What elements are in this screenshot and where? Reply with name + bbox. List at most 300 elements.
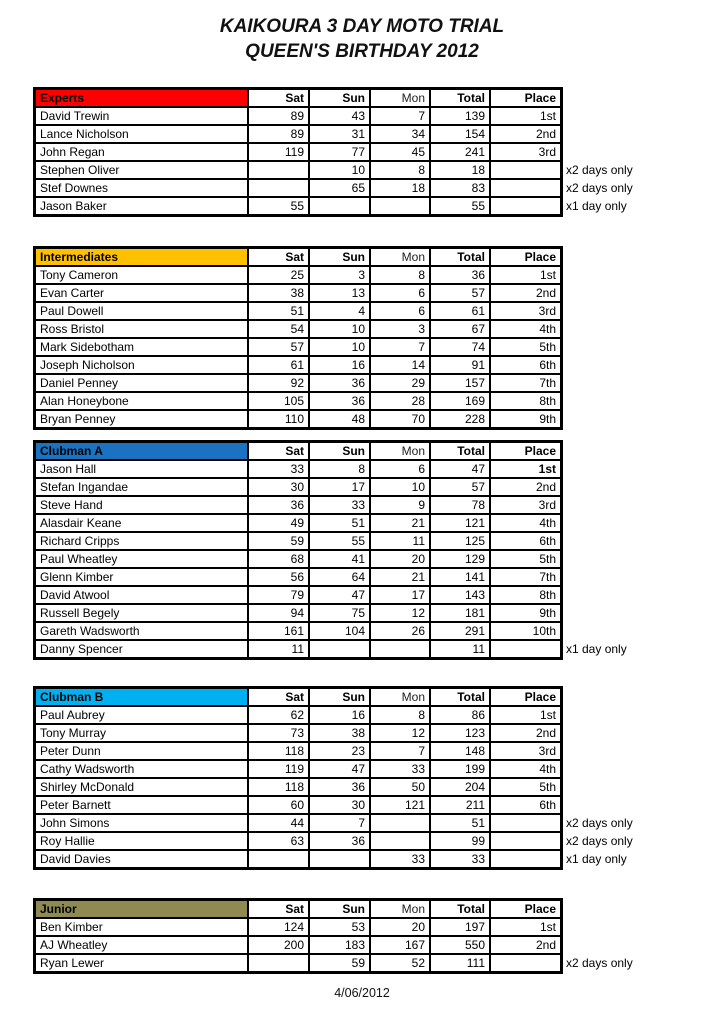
score-cell-mon: 26 bbox=[370, 622, 430, 640]
score-cell-total: 33 bbox=[430, 850, 490, 868]
column-header-sun: Sun bbox=[309, 248, 370, 266]
column-header-sat: Sat bbox=[248, 900, 309, 918]
score-cell-sun: 43 bbox=[309, 107, 370, 125]
column-header-sun: Sun bbox=[309, 900, 370, 918]
row-note bbox=[566, 410, 696, 428]
row-note: x1 day only bbox=[566, 199, 627, 213]
row-note bbox=[566, 622, 696, 640]
score-cell-mon: 52 bbox=[370, 954, 430, 972]
name-cell: David Trewin bbox=[35, 107, 248, 125]
score-cell-sat: 38 bbox=[248, 284, 309, 302]
score-cell-sun: 77 bbox=[309, 143, 370, 161]
place-cell: 1st bbox=[490, 460, 561, 478]
score-cell-mon: 29 bbox=[370, 374, 430, 392]
score-cell-total: 291 bbox=[430, 622, 490, 640]
column-header-sat: Sat bbox=[248, 688, 309, 706]
row-note bbox=[566, 374, 696, 392]
score-cell-mon: 121 bbox=[370, 796, 430, 814]
name-cell: Danny Spencer bbox=[35, 640, 248, 658]
score-cell-sun: 36 bbox=[309, 374, 370, 392]
score-cell-sat bbox=[248, 850, 309, 868]
name-cell: Richard Cripps bbox=[35, 532, 248, 550]
notes-column-clubman-a bbox=[566, 440, 696, 658]
score-cell-sat: 89 bbox=[248, 107, 309, 125]
row-note bbox=[566, 604, 696, 622]
score-cell-sat: 11 bbox=[248, 640, 309, 658]
score-cell-total: 204 bbox=[430, 778, 490, 796]
name-cell: Cathy Wadsworth bbox=[35, 760, 248, 778]
row-note: x2 days only bbox=[566, 834, 633, 848]
place-cell: 4th bbox=[490, 514, 561, 532]
place-cell: 1st bbox=[490, 706, 561, 724]
name-cell: Ryan Lewer bbox=[35, 954, 248, 972]
score-cell-total: 141 bbox=[430, 568, 490, 586]
score-cell-sun: 36 bbox=[309, 392, 370, 410]
results-table-clubman-a bbox=[33, 440, 724, 660]
score-cell-sun: 3 bbox=[309, 266, 370, 284]
place-cell: 1st bbox=[490, 918, 561, 936]
row-note: x2 days only bbox=[566, 163, 633, 177]
score-cell-mon: 34 bbox=[370, 125, 430, 143]
score-cell-sat: 79 bbox=[248, 586, 309, 604]
place-cell bbox=[490, 814, 561, 832]
score-cell-sat: 59 bbox=[248, 532, 309, 550]
score-cell-sat: 119 bbox=[248, 143, 309, 161]
category-cell-experts: Experts bbox=[35, 89, 248, 107]
score-cell-sat: 55 bbox=[248, 197, 309, 215]
column-header-sun: Sun bbox=[309, 89, 370, 107]
note-spacer bbox=[566, 900, 696, 918]
name-cell: Lance Nicholson bbox=[35, 125, 248, 143]
column-header-place: Place bbox=[490, 900, 561, 918]
name-cell: Paul Wheatley bbox=[35, 550, 248, 568]
note-spacer bbox=[566, 688, 696, 706]
place-cell: 6th bbox=[490, 356, 561, 374]
score-cell-mon: 8 bbox=[370, 706, 430, 724]
category-cell-clubman-b: Clubman B bbox=[35, 688, 248, 706]
place-cell bbox=[490, 832, 561, 850]
place-cell: 6th bbox=[490, 532, 561, 550]
score-grid-clubman-b bbox=[33, 686, 563, 870]
score-cell-mon: 50 bbox=[370, 778, 430, 796]
row-note: x1 day only bbox=[566, 642, 627, 656]
row-note bbox=[566, 514, 696, 532]
place-cell: 8th bbox=[490, 392, 561, 410]
column-header-place: Place bbox=[490, 442, 561, 460]
name-cell: Ross Bristol bbox=[35, 320, 248, 338]
score-cell-sat: 60 bbox=[248, 796, 309, 814]
name-cell: David Davies bbox=[35, 850, 248, 868]
score-cell-total: 157 bbox=[430, 374, 490, 392]
score-cell-sat: 124 bbox=[248, 918, 309, 936]
score-cell-total: 36 bbox=[430, 266, 490, 284]
row-note bbox=[566, 568, 696, 586]
score-cell-sun: 10 bbox=[309, 161, 370, 179]
column-header-sat: Sat bbox=[248, 89, 309, 107]
name-cell: Jason Hall bbox=[35, 460, 248, 478]
score-cell-sat: 94 bbox=[248, 604, 309, 622]
score-cell-total: 228 bbox=[430, 410, 490, 428]
row-note bbox=[566, 796, 696, 814]
score-cell-total: 57 bbox=[430, 478, 490, 496]
place-cell bbox=[490, 640, 561, 658]
score-cell-sun: 36 bbox=[309, 832, 370, 850]
row-note bbox=[566, 143, 696, 161]
score-cell-mon: 10 bbox=[370, 478, 430, 496]
score-cell-sat: 56 bbox=[248, 568, 309, 586]
score-cell-mon: 12 bbox=[370, 724, 430, 742]
score-cell-mon: 18 bbox=[370, 179, 430, 197]
name-cell: Tony Cameron bbox=[35, 266, 248, 284]
score-cell-sun: 47 bbox=[309, 760, 370, 778]
column-header-place: Place bbox=[490, 89, 561, 107]
score-cell-total: 148 bbox=[430, 742, 490, 760]
note-spacer bbox=[566, 442, 696, 460]
name-cell: Evan Carter bbox=[35, 284, 248, 302]
score-cell-total: 67 bbox=[430, 320, 490, 338]
score-cell-sun: 38 bbox=[309, 724, 370, 742]
score-cell-sat: 105 bbox=[248, 392, 309, 410]
name-cell: Stefan Ingandae bbox=[35, 478, 248, 496]
place-cell: 8th bbox=[490, 586, 561, 604]
note-spacer bbox=[566, 89, 696, 107]
place-cell bbox=[490, 179, 561, 197]
place-cell: 4th bbox=[490, 760, 561, 778]
page-title-line1: KAIKOURA 3 DAY MOTO TRIAL bbox=[219, 16, 505, 37]
score-cell-total: 181 bbox=[430, 604, 490, 622]
score-cell-total: 74 bbox=[430, 338, 490, 356]
results-table-clubman-b bbox=[33, 686, 724, 870]
score-cell-sat: 51 bbox=[248, 302, 309, 320]
place-cell: 3rd bbox=[490, 143, 561, 161]
score-cell-mon bbox=[370, 814, 430, 832]
row-note bbox=[566, 936, 696, 954]
score-cell-total: 86 bbox=[430, 706, 490, 724]
name-cell: Jason Baker bbox=[35, 197, 248, 215]
score-cell-mon: 6 bbox=[370, 302, 430, 320]
name-cell: Ben Kimber bbox=[35, 918, 248, 936]
row-note bbox=[566, 266, 696, 284]
score-cell-sat: 63 bbox=[248, 832, 309, 850]
name-cell: Bryan Penney bbox=[35, 410, 248, 428]
score-cell-mon: 9 bbox=[370, 496, 430, 514]
score-cell-sun: 16 bbox=[309, 356, 370, 374]
score-cell-total: 550 bbox=[430, 936, 490, 954]
place-cell: 10th bbox=[490, 622, 561, 640]
score-cell-sun: 4 bbox=[309, 302, 370, 320]
score-cell-sun: 36 bbox=[309, 778, 370, 796]
results-table-junior bbox=[33, 898, 724, 974]
place-cell: 9th bbox=[490, 604, 561, 622]
score-cell-sun: 33 bbox=[309, 496, 370, 514]
score-grid-junior bbox=[33, 898, 563, 974]
name-cell: Glenn Kimber bbox=[35, 568, 248, 586]
score-cell-mon: 3 bbox=[370, 320, 430, 338]
score-cell-mon: 6 bbox=[370, 460, 430, 478]
score-cell-sun: 48 bbox=[309, 410, 370, 428]
place-cell: 2nd bbox=[490, 125, 561, 143]
score-cell-total: 123 bbox=[430, 724, 490, 742]
column-header-sun: Sun bbox=[309, 688, 370, 706]
place-cell: 3rd bbox=[490, 742, 561, 760]
score-cell-sun: 53 bbox=[309, 918, 370, 936]
column-header-place: Place bbox=[490, 248, 561, 266]
score-cell-sat: 49 bbox=[248, 514, 309, 532]
row-note bbox=[566, 320, 696, 338]
score-grid-experts bbox=[33, 87, 563, 217]
score-cell-sun: 41 bbox=[309, 550, 370, 568]
place-cell: 2nd bbox=[490, 284, 561, 302]
place-cell bbox=[490, 197, 561, 215]
score-cell-sun: 30 bbox=[309, 796, 370, 814]
score-cell-mon: 28 bbox=[370, 392, 430, 410]
score-cell-mon: 8 bbox=[370, 161, 430, 179]
column-header-total: Total bbox=[430, 688, 490, 706]
name-cell: Daniel Penney bbox=[35, 374, 248, 392]
score-cell-mon: 14 bbox=[370, 356, 430, 374]
name-cell: John Simons bbox=[35, 814, 248, 832]
score-cell-total: 83 bbox=[430, 179, 490, 197]
score-cell-total: 197 bbox=[430, 918, 490, 936]
row-note bbox=[566, 778, 696, 796]
place-cell: 1st bbox=[490, 107, 561, 125]
name-cell: Stef Downes bbox=[35, 179, 248, 197]
row-note: x2 days only bbox=[566, 816, 633, 830]
name-cell: David Atwool bbox=[35, 586, 248, 604]
score-cell-sun: 65 bbox=[309, 179, 370, 197]
score-grid-intermediates bbox=[33, 246, 563, 430]
place-cell: 1st bbox=[490, 266, 561, 284]
place-cell: 6th bbox=[490, 796, 561, 814]
row-note bbox=[566, 107, 696, 125]
column-header-place: Place bbox=[490, 688, 561, 706]
score-cell-mon: 21 bbox=[370, 568, 430, 586]
score-cell-mon: 20 bbox=[370, 550, 430, 568]
score-cell-total: 199 bbox=[430, 760, 490, 778]
score-cell-mon: 21 bbox=[370, 514, 430, 532]
score-cell-mon: 11 bbox=[370, 532, 430, 550]
score-cell-total: 241 bbox=[430, 143, 490, 161]
row-note bbox=[566, 760, 696, 778]
place-cell: 3rd bbox=[490, 496, 561, 514]
score-cell-mon bbox=[370, 832, 430, 850]
place-cell: 9th bbox=[490, 410, 561, 428]
score-cell-total: 55 bbox=[430, 197, 490, 215]
name-cell: Joseph Nicholson bbox=[35, 356, 248, 374]
place-cell: 3rd bbox=[490, 302, 561, 320]
column-header-total: Total bbox=[430, 442, 490, 460]
score-cell-sun: 47 bbox=[309, 586, 370, 604]
score-cell-mon: 7 bbox=[370, 107, 430, 125]
score-cell-sat: 62 bbox=[248, 706, 309, 724]
column-header-total: Total bbox=[430, 248, 490, 266]
score-cell-sat: 36 bbox=[248, 496, 309, 514]
score-cell-total: 143 bbox=[430, 586, 490, 604]
score-cell-sun bbox=[309, 640, 370, 658]
score-cell-sat: 119 bbox=[248, 760, 309, 778]
score-cell-sat: 92 bbox=[248, 374, 309, 392]
results-table-intermediates bbox=[33, 246, 724, 430]
row-note bbox=[566, 532, 696, 550]
score-cell-sun: 10 bbox=[309, 320, 370, 338]
score-cell-sat: 200 bbox=[248, 936, 309, 954]
score-cell-sun: 23 bbox=[309, 742, 370, 760]
category-cell-clubman-a: Clubman A bbox=[35, 442, 248, 460]
name-cell: Mark Sidebotham bbox=[35, 338, 248, 356]
name-cell: Steve Hand bbox=[35, 496, 248, 514]
name-cell: John Regan bbox=[35, 143, 248, 161]
row-note bbox=[566, 496, 696, 514]
score-cell-mon: 33 bbox=[370, 760, 430, 778]
score-cell-total: 125 bbox=[430, 532, 490, 550]
place-cell: 5th bbox=[490, 550, 561, 568]
score-cell-total: 169 bbox=[430, 392, 490, 410]
notes-column-clubman-b bbox=[566, 686, 696, 868]
footer-date: 4/06/2012 bbox=[334, 986, 390, 1000]
score-cell-sun: 7 bbox=[309, 814, 370, 832]
score-cell-sun: 104 bbox=[309, 622, 370, 640]
name-cell: Peter Barnett bbox=[35, 796, 248, 814]
place-cell: 7th bbox=[490, 374, 561, 392]
score-cell-total: 139 bbox=[430, 107, 490, 125]
category-cell-intermediates: Intermediates bbox=[35, 248, 248, 266]
name-cell: Paul Aubrey bbox=[35, 706, 248, 724]
score-cell-sat: 118 bbox=[248, 742, 309, 760]
row-note bbox=[566, 356, 696, 374]
column-header-mon: Mon bbox=[370, 900, 430, 918]
score-cell-sat: 161 bbox=[248, 622, 309, 640]
column-header-mon: Mon bbox=[370, 442, 430, 460]
place-cell: 4th bbox=[490, 320, 561, 338]
row-note bbox=[566, 706, 696, 724]
score-cell-sun: 10 bbox=[309, 338, 370, 356]
column-header-mon: Mon bbox=[370, 89, 430, 107]
name-cell: Shirley McDonald bbox=[35, 778, 248, 796]
place-cell: 2nd bbox=[490, 936, 561, 954]
score-cell-total: 129 bbox=[430, 550, 490, 568]
score-cell-sun: 59 bbox=[309, 954, 370, 972]
score-cell-sat: 57 bbox=[248, 338, 309, 356]
column-header-total: Total bbox=[430, 900, 490, 918]
score-cell-total: 61 bbox=[430, 302, 490, 320]
score-cell-sun: 13 bbox=[309, 284, 370, 302]
row-note bbox=[566, 460, 696, 478]
row-note: x1 day only bbox=[566, 852, 627, 866]
column-header-total: Total bbox=[430, 89, 490, 107]
score-cell-mon bbox=[370, 640, 430, 658]
score-cell-total: 154 bbox=[430, 125, 490, 143]
score-cell-sat bbox=[248, 179, 309, 197]
results-tables bbox=[33, 87, 724, 974]
score-cell-sun: 75 bbox=[309, 604, 370, 622]
score-cell-sat: 89 bbox=[248, 125, 309, 143]
category-cell-junior: Junior bbox=[35, 900, 248, 918]
score-cell-sun: 64 bbox=[309, 568, 370, 586]
score-cell-sun: 8 bbox=[309, 460, 370, 478]
score-cell-mon: 6 bbox=[370, 284, 430, 302]
row-note bbox=[566, 586, 696, 604]
page-title-line2: QUEEN'S BIRTHDAY 2012 bbox=[245, 41, 479, 62]
column-header-sat: Sat bbox=[248, 248, 309, 266]
name-cell: Paul Dowell bbox=[35, 302, 248, 320]
name-cell: Russell Begely bbox=[35, 604, 248, 622]
score-cell-sun: 51 bbox=[309, 514, 370, 532]
name-cell: Stephen Oliver bbox=[35, 161, 248, 179]
score-cell-sat: 30 bbox=[248, 478, 309, 496]
score-cell-mon bbox=[370, 197, 430, 215]
score-cell-total: 99 bbox=[430, 832, 490, 850]
score-grid-clubman-a bbox=[33, 440, 563, 660]
column-header-mon: Mon bbox=[370, 688, 430, 706]
row-note: x2 days only bbox=[566, 956, 633, 970]
score-cell-sat bbox=[248, 161, 309, 179]
score-cell-sun: 183 bbox=[309, 936, 370, 954]
score-cell-sat: 73 bbox=[248, 724, 309, 742]
score-cell-sun bbox=[309, 197, 370, 215]
name-cell: Gareth Wadsworth bbox=[35, 622, 248, 640]
place-cell: 5th bbox=[490, 778, 561, 796]
score-cell-total: 18 bbox=[430, 161, 490, 179]
score-cell-mon: 45 bbox=[370, 143, 430, 161]
score-cell-sat: 25 bbox=[248, 266, 309, 284]
score-cell-sun: 31 bbox=[309, 125, 370, 143]
note-spacer bbox=[566, 248, 696, 266]
row-note bbox=[566, 284, 696, 302]
score-cell-mon: 167 bbox=[370, 936, 430, 954]
score-cell-sat: 54 bbox=[248, 320, 309, 338]
score-cell-total: 51 bbox=[430, 814, 490, 832]
score-cell-total: 57 bbox=[430, 284, 490, 302]
row-note bbox=[566, 338, 696, 356]
row-note bbox=[566, 478, 696, 496]
score-cell-total: 91 bbox=[430, 356, 490, 374]
score-cell-total: 111 bbox=[430, 954, 490, 972]
score-cell-total: 211 bbox=[430, 796, 490, 814]
score-cell-sun: 17 bbox=[309, 478, 370, 496]
score-cell-mon: 70 bbox=[370, 410, 430, 428]
row-note bbox=[566, 550, 696, 568]
column-header-mon: Mon bbox=[370, 248, 430, 266]
score-cell-mon: 7 bbox=[370, 338, 430, 356]
score-cell-sat: 118 bbox=[248, 778, 309, 796]
score-cell-mon: 20 bbox=[370, 918, 430, 936]
name-cell: Tony Murray bbox=[35, 724, 248, 742]
row-note bbox=[566, 302, 696, 320]
score-cell-total: 11 bbox=[430, 640, 490, 658]
score-cell-sat: 33 bbox=[248, 460, 309, 478]
row-note: x2 days only bbox=[566, 181, 633, 195]
score-cell-sat: 68 bbox=[248, 550, 309, 568]
score-cell-sat: 110 bbox=[248, 410, 309, 428]
place-cell: 5th bbox=[490, 338, 561, 356]
score-cell-sun: 55 bbox=[309, 532, 370, 550]
row-note bbox=[566, 724, 696, 742]
score-cell-sat: 61 bbox=[248, 356, 309, 374]
score-cell-total: 47 bbox=[430, 460, 490, 478]
place-cell bbox=[490, 850, 561, 868]
score-cell-mon: 7 bbox=[370, 742, 430, 760]
score-cell-total: 121 bbox=[430, 514, 490, 532]
score-cell-sat bbox=[248, 954, 309, 972]
score-cell-total: 78 bbox=[430, 496, 490, 514]
name-cell: AJ Wheatley bbox=[35, 936, 248, 954]
row-note bbox=[566, 918, 696, 936]
place-cell bbox=[490, 161, 561, 179]
score-cell-mon: 17 bbox=[370, 586, 430, 604]
score-cell-mon: 8 bbox=[370, 266, 430, 284]
notes-column-experts bbox=[566, 87, 696, 215]
column-header-sun: Sun bbox=[309, 442, 370, 460]
